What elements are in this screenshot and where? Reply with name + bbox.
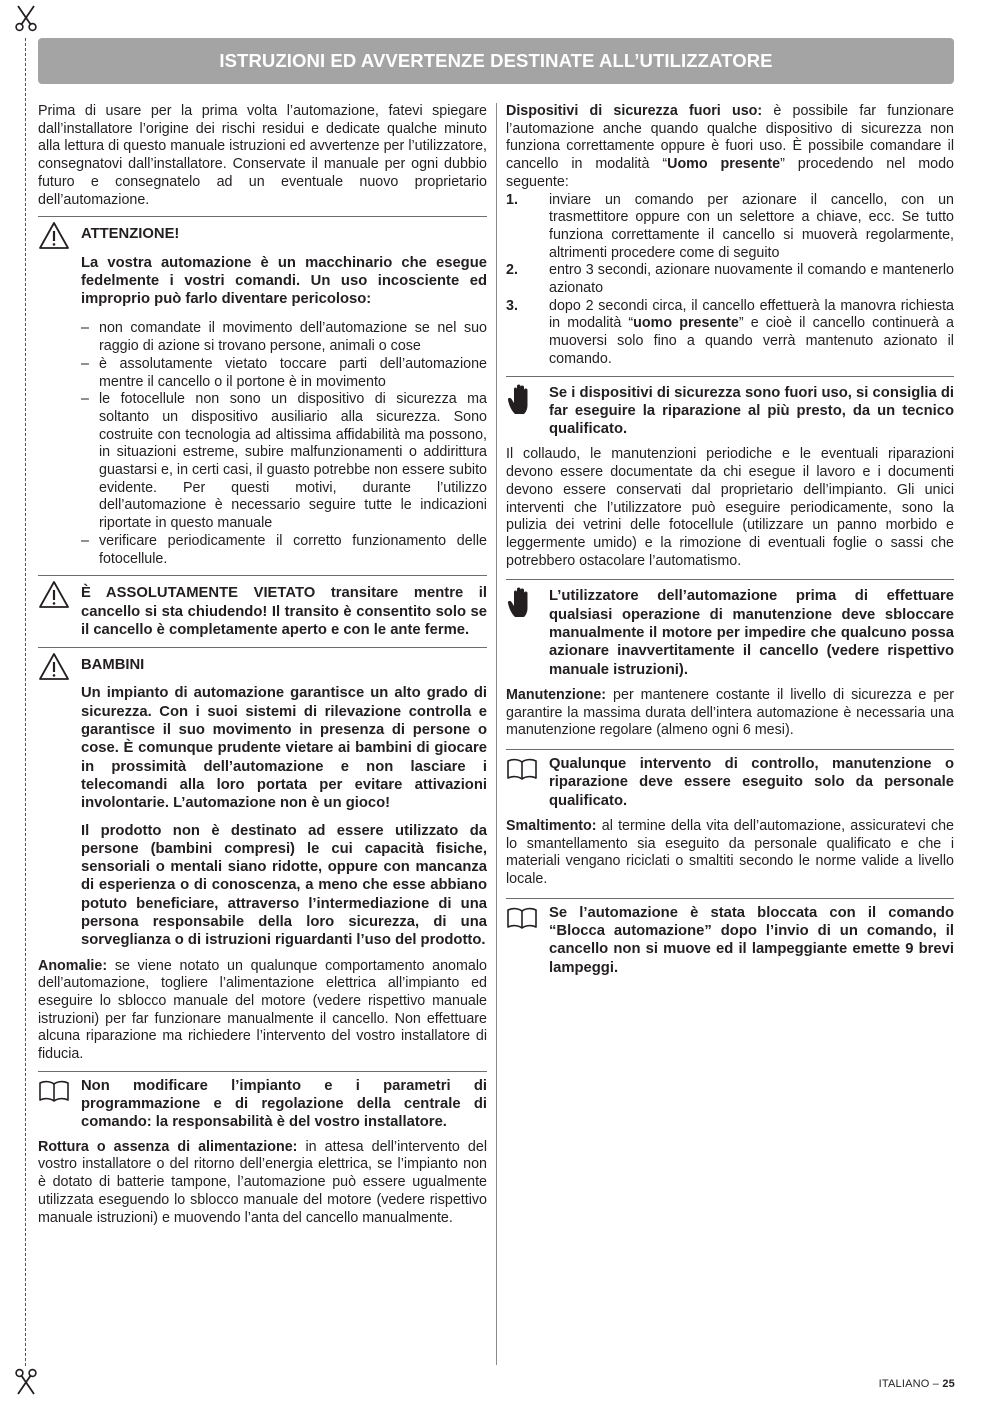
forbidden-notice — [38, 576, 487, 639]
attention-title: ATTENZIONE! — [81, 226, 180, 243]
list-item: – non comandate il movimento dell’automazione se nel suo raggio di azione si trovano persone, animali o cose — [81, 320, 487, 355]
book-notice — [506, 899, 954, 977]
book-notice — [506, 750, 954, 810]
list-item: 2. entro 3 secondi, azionare nuovamente il comando e mantenerlo azionato — [506, 262, 954, 297]
children-text: Un impianto di automazione garantisce un alto grado di sicurezza. Con i suoi sistemi di rilevazione controlla e garantisce il suo movimento in presenza di persone o cose. È comunque prudente vietare ai bambini di giocare in prossimità dell’automazione e non lasciare i telecomandi alla loro portata per evitare attivazioni involontarie. L’automazione non è un gioco! — [81, 685, 487, 812]
warning-triangle-icon — [38, 580, 70, 610]
book-note: Non modificare l’impianto e i parametri di programmazione e di regolazione della centrale di comando: la responsabilità è del vostro installatore. — [81, 1077, 487, 1131]
list-item: – le fotocellule non sono un dispositivo di sicurezza ma soltanto un dispositivo ausiliario alla sicurezza. Sono costruite con tecnologia ad altissima affidabilità ma possono, in situazioni estreme, subire malfunzionamenti o addirittura guastarsi e, in certi casi, il guasto potrebbe non essere subito evidente. Per questi motivi, durante l’utilizzo dell’automazione è necessario seguire tutte le indicazioni riportate in questo manuale — [81, 391, 487, 533]
steps-list — [506, 192, 954, 369]
warning-list — [81, 320, 487, 568]
section-title: ISTRUZIONI ED AVVERTENZE DESTINATE ALL’UTILIZZATORE — [219, 50, 773, 71]
children-title: BAMBINI — [81, 657, 145, 674]
open-book-icon — [506, 758, 538, 780]
stop-hand-icon — [506, 383, 538, 417]
open-book-icon — [38, 1080, 70, 1102]
forbidden-text: È ASSOLUTAMENTE VIETATO transitare mentre il cancello si sta chiudendo! Il transito è consentito solo se il cancello è completamente aperto e con le ante ferme. — [81, 585, 487, 638]
testing-paragraph: Il collaudo, le manutenzioni periodiche e le eventuali riparazioni devono essere documentate da chi esegue il lavoro e i documenti devono essere conservati dal proprietario dell’impianto. Gli unici interventi che l’utilizzatore può eseguire periodicamente, sono la pulizia dei vetrini delle fotocellule (utilizzare un panno morbido e leggermente umido) e la rimozione di eventuali foglie o sassi che potrebbero ostacolare l’automatismo. — [506, 446, 954, 569]
left-column — [38, 103, 487, 1227]
attention-text: La vostra automazione è un macchinario che esegue fedelmente i vostri comandi. Un uso incosciente ed improprio può farlo diventare pericoloso: — [81, 254, 487, 308]
disposal-paragraph: Smaltimento: al termine della vita dell’automazione, assicuratevi che lo smantellamento sia eseguito da personale qualificato e che i materiali vengano riciclati o smaltiti secondo le norme valide a livello locale. — [506, 817, 954, 887]
disposal-label: Smaltimento: — [506, 817, 597, 834]
page-footer — [879, 1378, 955, 1390]
power-label: Rottura o assenza di alimentazione: — [38, 1138, 298, 1155]
warning-triangle-icon — [38, 652, 70, 682]
intro-paragraph: Prima di usare per la prima volta l’automazione, fatevi spiegare dall’installatore l’origine dei rischi residui e dedicate qualche minuto alla lettura di questo manuale istruzioni ed avvertenze per l’utilizzatore, consegnatovi dall’installatore. Conservate il manuale per ogni dubbio futuro e consegnatelo ad un eventuale nuovo proprietario dell’automazione. — [38, 103, 487, 208]
list-item: 3. dopo 2 secondi circa, il cancello effettuerà la manovra richiesta in modalità “uomo presente” e cioè il cancello continuerà a muoversi solo fino a quando verrà mantenuto azionato il comando. — [506, 297, 955, 367]
list-item: 1. inviare un comando per azionare il cancello, con un trasmettitore oppure con un selettore a chiave, ecc. Se tutto funziona correttamente il cancello si muoverà regolarmente, altrimenti procedere come di seguito — [506, 191, 954, 261]
hand-notice — [506, 377, 954, 439]
anomalies-paragraph: Anomalie: se viene notato un qualunque comportamento anomalo dell’automazione, togliere l’alimentazione elettrica all’impianto ed eseguire lo sblocco manuale del motore (vedere rispettivo manuale istruzioni) per far funzionare manualmente il cancello. Non effettuare alcuna riparazione ma richiedere l’intervento del vostro installatore di fiducia. — [38, 957, 487, 1063]
book-notice — [38, 1072, 487, 1132]
hand-notice — [506, 580, 954, 678]
hand-note: L’utilizzatore dell’automazione prima di effettuare qualsiasi operazione di manutenzione deve sbloccare manualmente il motore per impedire che qualcuno possa azionare inavvertitamente il cancello (vedere rispettivo manuale istruzioni). — [549, 588, 954, 678]
right-column — [506, 103, 954, 977]
children-notice — [38, 648, 487, 949]
book-note: Qualunque intervento di controllo, manutenzione o riparazione deve essere eseguito solo da personale qualificato. — [549, 755, 954, 809]
footer-language: ITALIANO – — [878, 1378, 943, 1390]
anomalies-label: Anomalie: — [38, 957, 108, 974]
book-note: Se l’automazione è stata bloccata con il comando “Blocca automazione” dopo l’invio di un comando, il cancello non si muove ed il lampeggiante emette 9 brevi lampeggi. — [549, 904, 954, 976]
list-item: – è assolutamente vietato toccare parti dell’automazione mentre il cancello o il portone è in movimento — [81, 356, 487, 391]
power-paragraph: Rottura o assenza di alimentazione: in attesa dell’intervento del vostro installatore o del ritorno dell’energia elettrica, se l’impianto non è dotato di batterie tampone, l’automazione può essere ugualmente utilizzata eseguendo lo sblocco manuale del motore (vedere rispettivo manuale istruzioni) e muovendo l’anta del cancello manualmente. — [38, 1138, 487, 1226]
open-book-icon — [506, 907, 538, 929]
warning-triangle-icon — [38, 221, 70, 251]
scissors-icon — [12, 1368, 40, 1396]
safety-paragraph: Dispositivi di sicurezza fuori uso: è possibile far funzionare l’automazione anche quando qualche dispositivo di sicurezza non funziona correttamente oppure è fuori uso. È possibile comandare il cancello in modalità “Uomo presente” procedendo nel modo seguente: — [506, 103, 954, 190]
column-divider — [496, 103, 497, 1365]
stop-hand-icon — [506, 586, 538, 620]
page-number: 25 — [942, 1378, 955, 1390]
children-text: Il prodotto non è destinato ad essere utilizzato da persone (bambini compresi) le cui capacità fisiche, sensoriali o mentali siano ridotte, oppure con mancanza di esperienza o di conoscenza, a meno che esse abbiano potuto beneficiare, attraverso l’intermediazione di una persona responsabile della loro sicurezza, di una sorveglianza o di istruzioni riguardanti l’uso del prodotto. — [81, 822, 487, 949]
scissors-icon — [12, 4, 40, 32]
list-item: – verificare periodicamente il corretto funzionamento delle fotocellule. — [81, 533, 487, 568]
safety-label: Dispositivi di sicurezza fuori uso: — [506, 103, 763, 119]
maintenance-label: Manutenzione: — [506, 686, 607, 703]
attention-notice — [38, 217, 487, 308]
cut-line — [25, 38, 26, 1366]
section-header — [38, 38, 954, 84]
hand-note: Se i dispositivi di sicurezza sono fuori uso, si consiglia di far eseguire la riparazione al più presto, da un tecnico qualificato. — [549, 384, 954, 438]
maintenance-paragraph: Manutenzione: per mantenere costante il livello di sicurezza e per garantire la massima durata dell’intera automazione è necessaria una manutenzione regolare (almeno ogni 6 mesi). — [506, 686, 954, 739]
